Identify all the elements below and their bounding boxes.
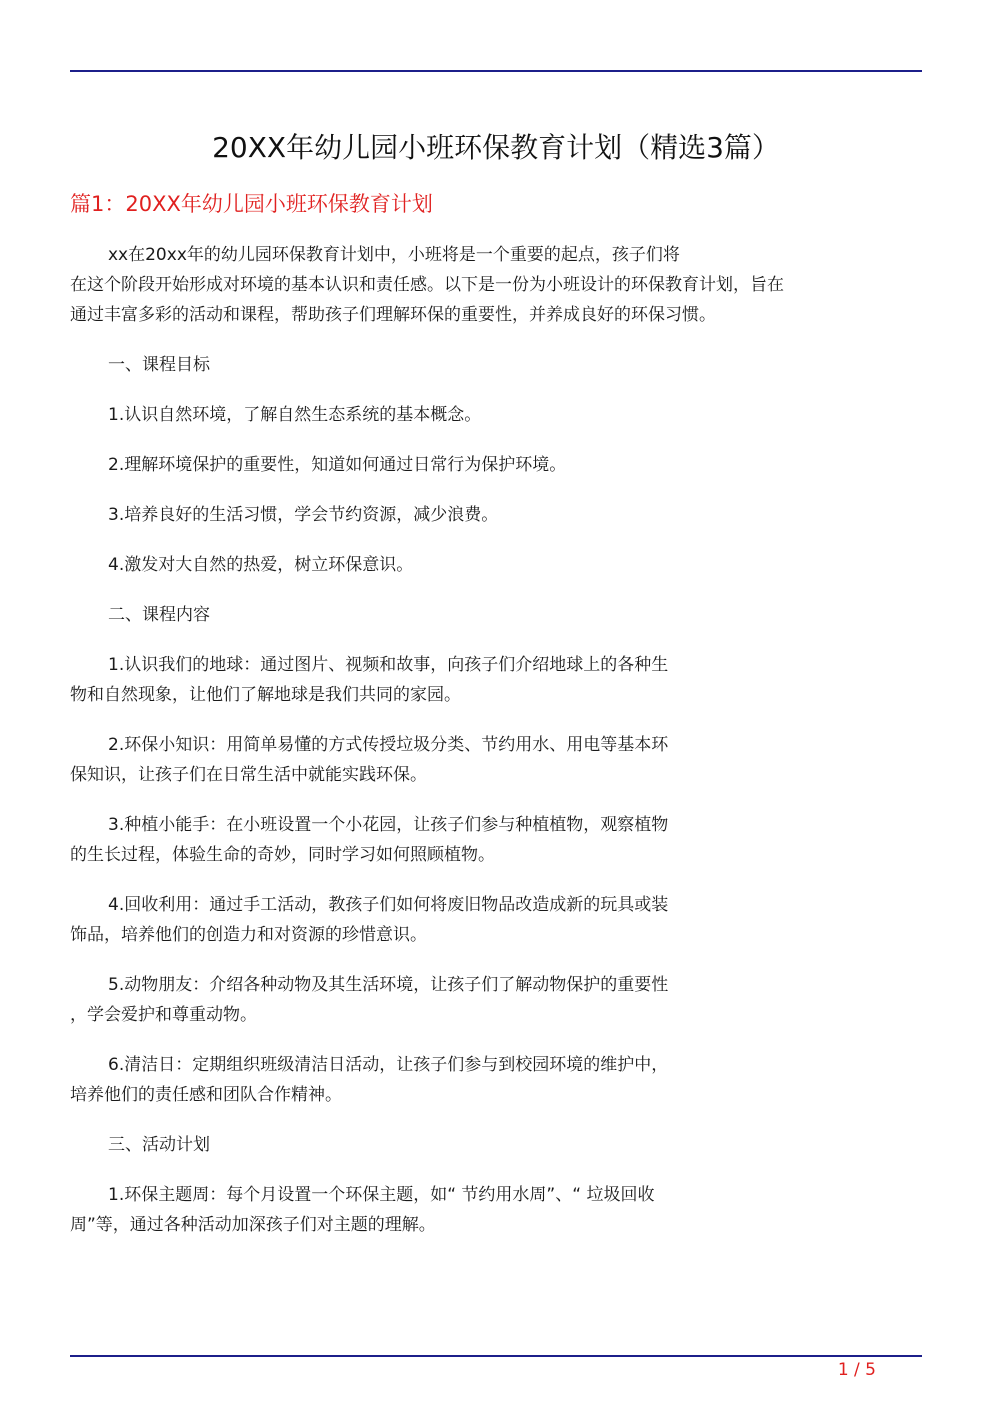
paragraph-line: 培养他们的责任感和团队合作精神。	[70, 1085, 342, 1105]
paragraph	[70, 650, 922, 710]
paragraph-line: 6.清洁日：定期组织班级清洁日活动，让孩子们参与到校园环境的维护中，	[108, 1055, 669, 1075]
paragraph	[70, 450, 922, 480]
paragraph-line: 3.种植小能手：在小班设置一个小花园，让孩子们参与种植植物，观察植物	[108, 815, 669, 835]
paragraph	[70, 730, 922, 790]
footer-rule	[70, 1355, 922, 1357]
paragraph-line: 4.回收利用：通过手工活动，教孩子们如何将废旧物品改造成新的玩具或装	[108, 895, 669, 915]
paragraph-line: 4.激发对大自然的热爱，树立环保意识。	[108, 555, 414, 575]
paragraph	[70, 1180, 922, 1240]
paragraph	[70, 970, 922, 1030]
paragraph-line: 周”等，通过各种活动加深孩子们对主题的理解。	[70, 1215, 436, 1235]
paragraph-line: xx在20xx年的幼儿园环保教育计划中，小班将是一个重要的起点，孩子们将	[108, 245, 680, 265]
paragraph-line: 物和自然现象，让他们了解地球是我们共同的家园。	[70, 685, 461, 705]
paragraph-line: 通过丰富多彩的活动和课程，帮助孩子们理解环保的重要性，并养成良好的环保习惯。	[70, 305, 716, 325]
paragraph-line: ，学会爱护和尊重动物。	[70, 1005, 257, 1025]
header-rule	[70, 70, 922, 72]
paragraph	[70, 550, 922, 580]
paragraph-line: 5.动物朋友：介绍各种动物及其生活环境，让孩子们了解动物保护的重要性	[108, 975, 669, 995]
page-number: 1 / 5	[837, 1360, 876, 1380]
paragraph-line: 二、课程内容	[108, 605, 210, 625]
paragraph	[70, 500, 922, 530]
paragraph-line: 1.认识自然环境，了解自然生态系统的基本概念。	[108, 405, 482, 425]
section-title: 篇1：20XX年幼儿园小班环保教育计划	[70, 192, 433, 216]
paragraph	[70, 810, 922, 870]
paragraph-line: 在这个阶段开始形成对环境的基本认识和责任感。以下是一份为小班设计的环保教育计划，旨在	[70, 275, 784, 295]
paragraph-line: 保知识，让孩子们在日常生活中就能实践环保。	[70, 765, 427, 785]
paragraph	[70, 240, 922, 330]
document-body	[70, 240, 922, 1260]
paragraph-line: 的生长过程，体验生命的奇妙，同时学习如何照顾植物。	[70, 845, 495, 865]
paragraph	[70, 350, 922, 380]
document-title: 20XX年幼儿园小班环保教育计划（精选3篇）	[212, 131, 780, 164]
paragraph	[70, 1130, 922, 1160]
paragraph-line: 2.环保小知识：用简单易懂的方式传授垃圾分类、节约用水、用电等基本环	[108, 735, 669, 755]
paragraph-line: 1.环保主题周：每个月设置一个环保主题，如“ 节约用水周”、“ 垃圾回收	[108, 1185, 655, 1205]
paragraph-line: 2.理解环境保护的重要性，知道如何通过日常行为保护环境。	[108, 455, 567, 475]
paragraph	[70, 400, 922, 430]
paragraph-line: 1.认识我们的地球：通过图片、视频和故事，向孩子们介绍地球上的各种生	[108, 655, 669, 675]
paragraph-line: 一、课程目标	[108, 355, 210, 375]
paragraph-line: 3.培养良好的生活习惯，学会节约资源，减少浪费。	[108, 505, 499, 525]
paragraph-line: 三、活动计划	[108, 1135, 210, 1155]
paragraph-line: 饰品，培养他们的创造力和对资源的珍惜意识。	[70, 925, 427, 945]
paragraph	[70, 600, 922, 630]
paragraph	[70, 890, 922, 950]
paragraph	[70, 1050, 922, 1110]
